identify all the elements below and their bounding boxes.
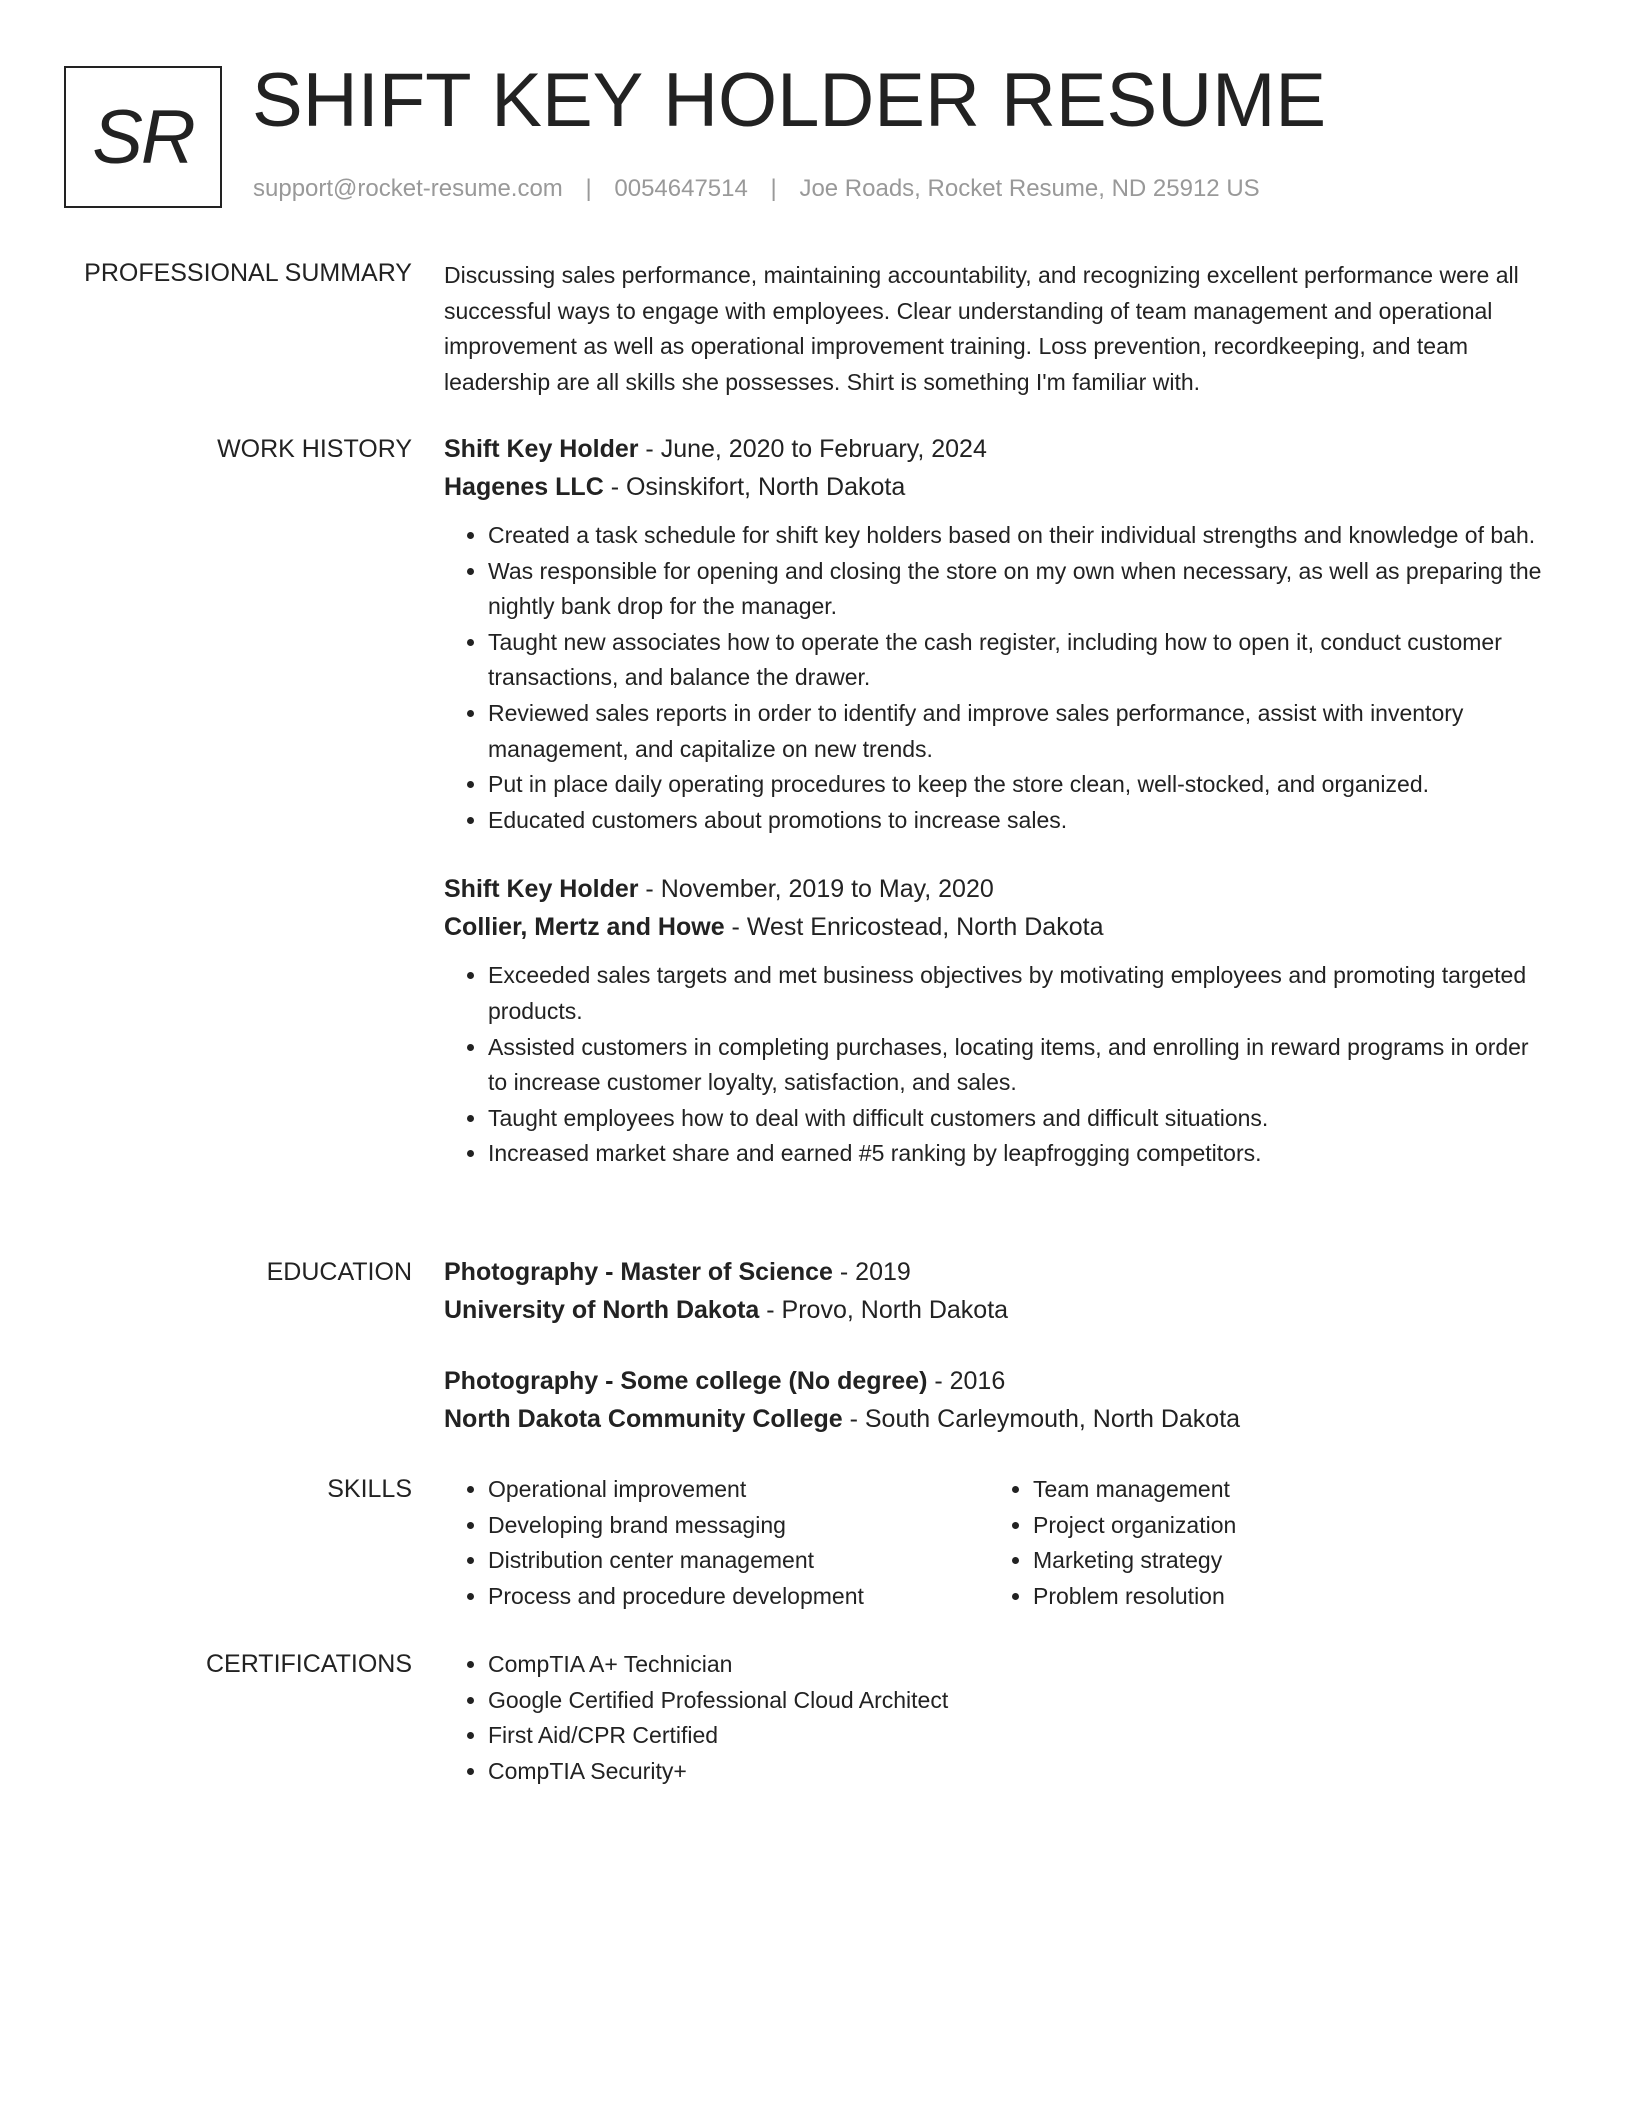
certification-item: • CompTIA A+ Technician	[488, 1647, 1544, 1683]
job-entry	[444, 870, 1544, 1172]
certifications-body	[444, 1647, 1544, 1789]
job-bullet: • Taught employees how to deal with difficult customers and difficult situations.	[488, 1101, 1544, 1137]
skill-item: • Marketing strategy	[1033, 1543, 1534, 1579]
contact-email: support@rocket-resume.com	[253, 175, 563, 202]
education-degree-line	[444, 1253, 1544, 1291]
job-bullets	[444, 958, 1544, 1172]
job-bullet: • Educated customers about promotions to increase sales.	[488, 803, 1544, 839]
skills-column-left	[444, 1472, 989, 1614]
job-dates: - November, 2019 to May, 2020	[638, 875, 994, 904]
skills-grid	[444, 1472, 1544, 1614]
education-degree-line	[444, 1362, 1544, 1400]
job-location: - West Enricostead, North Dakota	[724, 913, 1104, 942]
job-company: Collier, Mertz and Howe	[444, 913, 725, 942]
skill-item: • Developing brand messaging	[488, 1508, 989, 1544]
job-bullet: • Created a task schedule for shift key holders based on their individual strengths and knowledge of bah.	[488, 518, 1544, 554]
contact-address: Joe Roads, Rocket Resume, ND 25912 US	[799, 175, 1260, 202]
education-location: - Provo, North Dakota	[759, 1296, 1009, 1324]
education-label: EDUCATION	[266, 1258, 412, 1286]
skill-item: • Project organization	[1033, 1508, 1534, 1544]
certification-item: • Google Certified Professional Cloud Architect	[488, 1683, 1544, 1719]
certification-item: • CompTIA Security+	[488, 1754, 1544, 1790]
summary-body	[444, 258, 1544, 400]
work-history-body	[444, 430, 1544, 1172]
education-degree: Photography - Master of Science	[444, 1258, 833, 1286]
education-school-line	[444, 1291, 1544, 1329]
job-bullet: • Put in place daily operating procedures to keep the store clean, well-stocked, and organized.	[488, 767, 1544, 803]
certifications-list	[444, 1647, 1544, 1789]
education-school-line	[444, 1400, 1544, 1438]
summary-text: Discussing sales performance, maintaining accountability, and recognizing excellent performance were all successful ways to engage with employees. Clear understanding of team management and operational improvement as well as operational improvement training. Loss prevention, recordkeeping, and team leadership are all skills she possesses. Shirt is something I'm familiar with.	[444, 262, 1519, 395]
skills-body	[444, 1472, 1544, 1614]
job-title: Shift Key Holder	[444, 875, 639, 904]
job-company: Hagenes LLC	[444, 473, 604, 501]
monogram-logo: SR	[64, 66, 222, 208]
job-bullets	[444, 518, 1544, 838]
work-history-label: WORK HISTORY	[217, 435, 412, 463]
job-company-line	[444, 468, 1544, 506]
skill-item: • Problem resolution	[1033, 1579, 1534, 1615]
education-location: - South Carleymouth, North Dakota	[842, 1405, 1241, 1433]
job-bullet: • Was responsible for opening and closing the store on my own when necessary, as well as preparing the nightly bank drop for the manager.	[488, 554, 1544, 625]
contact-separator: |	[770, 175, 777, 202]
skills-list	[989, 1472, 1534, 1614]
skill-item: • Process and procedure development	[488, 1579, 989, 1615]
job-entry	[444, 430, 1544, 838]
contact-separator: |	[585, 175, 592, 202]
education-year: - 2019	[832, 1258, 911, 1286]
education-entry	[444, 1253, 1544, 1329]
certifications-label: CERTIFICATIONS	[205, 1650, 412, 1678]
job-location: - Osinskifort, North Dakota	[603, 473, 906, 501]
contact-phone: 0054647514	[614, 175, 748, 202]
education-school: University of North Dakota	[444, 1296, 760, 1324]
certification-item: • First Aid/CPR Certified	[488, 1718, 1544, 1754]
education-degree: Photography - Some college (No degree)	[444, 1367, 928, 1395]
resume-title: SHIFT KEY HOLDER RESUME	[252, 58, 1327, 143]
job-bullet: • Taught new associates how to operate the cash register, including how to open it, conduct customer transactions, and balance the drawer.	[488, 625, 1544, 696]
job-title-line	[444, 870, 1544, 908]
skill-item: • Distribution center management	[488, 1543, 989, 1579]
skills-label: SKILLS	[327, 1475, 412, 1503]
job-title: Shift Key Holder	[444, 435, 639, 463]
skills-list	[444, 1472, 989, 1614]
job-bullet: • Exceeded sales targets and met business objectives by motivating employees and promoting targeted products.	[488, 958, 1544, 1029]
job-bullet: • Increased market share and earned #5 ranking by leapfrogging competitors.	[488, 1136, 1544, 1172]
summary-label: PROFESSIONAL SUMMARY	[84, 259, 412, 287]
skill-item: • Operational improvement	[488, 1472, 989, 1508]
education-entry	[444, 1362, 1544, 1438]
education-body	[444, 1253, 1544, 1438]
education-year: - 2016	[927, 1367, 1006, 1395]
job-company-line	[444, 908, 1544, 946]
job-title-line	[444, 430, 1544, 468]
skill-item: • Team management	[1033, 1472, 1534, 1508]
job-dates: - June, 2020 to February, 2024	[638, 435, 987, 463]
job-bullet: • Reviewed sales reports in order to identify and improve sales performance, assist with inventory management, and capitalize on new trends.	[488, 696, 1544, 767]
contact-line	[253, 174, 1260, 204]
skills-column-right	[989, 1472, 1534, 1614]
job-bullet: • Assisted customers in completing purchases, locating items, and enrolling in reward programs in order to increase customer loyalty, satisfaction, and sales.	[488, 1030, 1544, 1101]
education-school: North Dakota Community College	[444, 1405, 843, 1433]
